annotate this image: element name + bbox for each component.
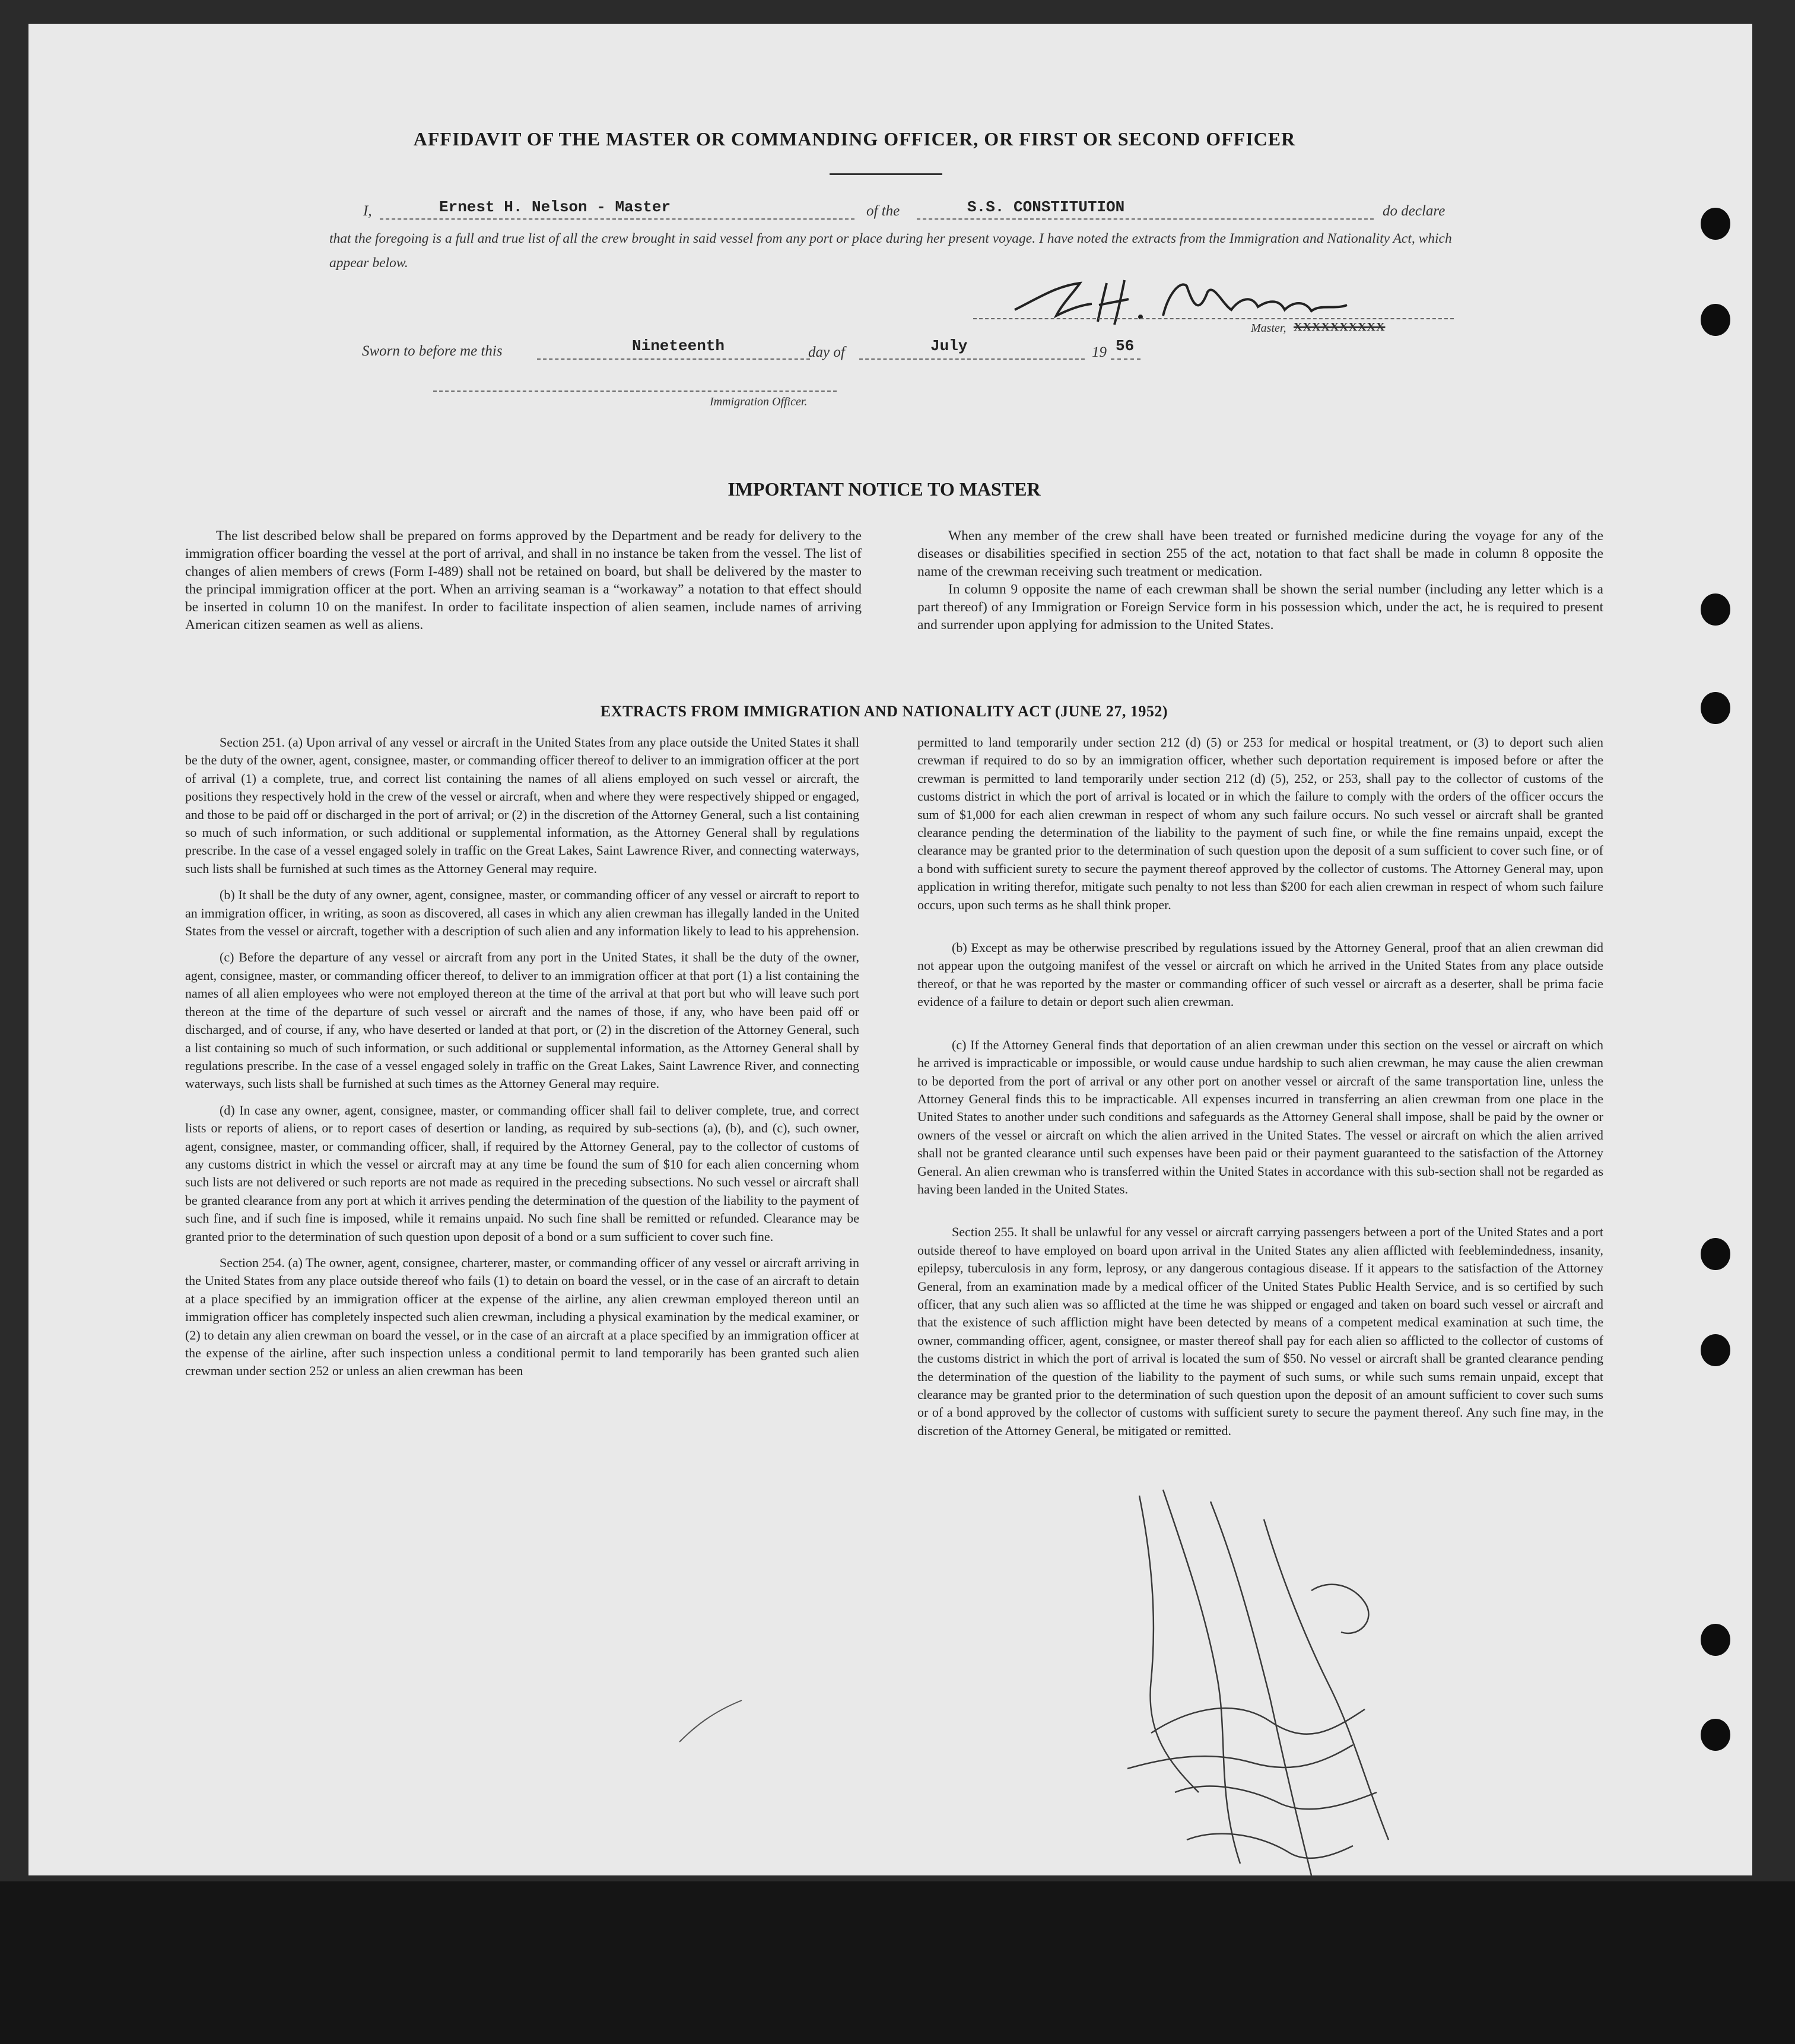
binder-hole	[1701, 1624, 1730, 1656]
of-the-label: of the	[866, 203, 900, 219]
year-line	[1111, 358, 1140, 360]
master-label: Master,	[1251, 322, 1286, 335]
section-254-c: (c) If the Attorney General finds that deportation of an alien crewman under this section on the vessel or aircraft on which he arrived is impracticable or impossible, or would cause undue hardship to such alien crewman, he may cause the alien crewman to be deported from the port of arrival or any other port on another vessel or aircraft of the same transportation line, unless the Attorney General finds this to be impracticable. All expenses incurred in transferring an alien crewman from one place in the United States to another under such conditions and safeguards as the Attorney General shall impose, shall be paid by the owner or owners of the vessel or aircraft on which the alien arrived in the United States. The vessel or aircraft on which the alien arrived shall not be granted clearance until such expenses have been paid or their payment guaranteed to the satisfaction of the Attorney General. An alien crewman who is transferred within the United States in accordance with this sub-section shall not be regarded as having been landed in the United States.	[917, 1037, 1603, 1196]
section-254-a: Section 254. (a) The owner, agent, consignee, charterer, master, or commanding officer of any vessel or aircraft arriving in the United States from any place outside thereof who fails (1) to detain on board the vessel, or in the case of an aircraft to detain at a place specified by an immigration officer at the expense of the airline, any alien crewman employed thereon until an immigration officer has completely inspected such alien crewman, including a physical examination by the medical examiner, or (2) to detain any alien crewman on board the vessel, or in the case of an aircraft at a place specified by an immigration officer at the expense of the airline, after such inspection unless a conditional permit to land temporarily has been granted such alien crewman under section 252 or unless an alien crewman has been	[185, 1255, 859, 1379]
binder-hole	[1701, 692, 1730, 724]
extracts-left-column	[185, 734, 859, 1380]
binder-hole	[1701, 593, 1730, 626]
sworn-month-line	[859, 358, 1085, 360]
notice-right-column	[917, 527, 1603, 634]
binder-hole	[1701, 304, 1730, 336]
sworn-label: Sworn to before me this	[362, 343, 503, 359]
year-suffix: 56	[1116, 337, 1135, 355]
do-declare-label: do declare	[1383, 203, 1445, 219]
section-254-a-continued: permitted to land temporarily under section 212 (d) (5) or 253 for medical or hospital treatment, or (3) to deport such alien crewman if required to do so by an immigration officer, whether such deportation requirement is imposed before or after the crewman is permitted to land temporarily under section 212 (d) (5), 252, or 253, shall pay to the collector of customs of the customs district in which the port of arrival is located or in which the failure to comply with the orders of the officer occurs the sum of $1,000 for each alien crewman in respect of whom any such failure occurs. No such vessel or aircraft shall be granted clearance pending the determination of the liability to the payment of such fine, or while the fine remains unpaid, except the clearance may be granted prior to the determination of such question upon the deposit of a sum sufficient to cover such fine, or of a bond with sufficient surety to secure the payment thereof approved by the collector of customs. The Attorney General may, upon application in writing therefor, mitigate such penalty to not less than $200 for each alien crewman in respect of whom such failure occurs, upon such terms as he shall think proper.	[917, 735, 1603, 912]
extracts-right-column	[917, 734, 1603, 1448]
section-254-b: (b) Except as may be otherwise prescribed by regulations issued by the Attorney General, proof that an alien crewman did not appear upon the outgoing manifest of the vessel or aircraft on which he arrived in the United States from any place outside thereof, or that he was reported by the master or commanding officer of such vessel or aircraft as a deserter, shall be prima facie evidence of a failure to detain or deport such alien crewman.	[917, 940, 1603, 1010]
notice-title: IMPORTANT NOTICE TO MASTER	[727, 478, 1041, 500]
section-251-a: Section 251. (a) Upon arrival of any vessel or aircraft in the United States from any place outside the United States it shall be the duty of the owner, agent, consignee, master, or commanding officer thereof to deliver to an immigration officer at the port of arrival (1) a complete, true, and correct list containing the names of all aliens employed on such vessel or aircraft, the positions they respectively hold in the crew of the vessel or aircraft, when and where they were respectively shipped or engaged, and those to be paid off or discharged in the port of arrival; or (2) in the discretion of the Attorney General, such a list containing so much of such information, or such additional or supplemental information, as the Attorney General shall by regulations prescribe. In the case of a vessel engaged solely in traffic on the Great Lakes, Saint Lawrence River, and connecting waterways, such lists shall be furnished at such times as the Attorney General may require.	[185, 735, 859, 876]
declarant-name: Ernest H. Nelson - Master	[439, 198, 671, 216]
notice-right-paragraph-1: When any member of the crew shall have been treated or furnished medicine during the voyage for any of the diseases or disabilities specified in section 255 of the act, notation to that fact shall be made in column 8 opposite the name of the crewman receiving such treatment or medication.	[917, 528, 1603, 579]
struck-title-text: XXXXXXXXXX	[1294, 320, 1386, 334]
master-signature	[1003, 268, 1454, 339]
vessel-line	[917, 218, 1374, 220]
pen-scribble-marks	[1116, 1484, 1483, 1887]
notice-left-column	[185, 527, 862, 634]
officer-label: Immigration Officer.	[710, 395, 808, 408]
vessel-name: S.S. CONSTITUTION	[967, 198, 1125, 216]
section-251-b: (b) It shall be the duty of any owner, agent, consignee, master, or commanding officer of any vessel or aircraft to report to an immigration officer, in writing, as soon as discovered, all cases in which any alien crewman has illegally landed in the United States from the vessel or aircraft, together with a description of such alien and any information likely to lead to his apprehension.	[185, 887, 859, 939]
section-251-d: (d) In case any owner, agent, consignee, master, or commanding officer shall fail to deliver complete, true, and correct lists or reports of aliens, or to report cases of desertion or landing, as required by sub-sections (a), (b), and (c), such owner, agent, consignee, master, or commanding officer, shall, if required by the Attorney General, pay to the collector of customs of any customs district in which the vessel or aircraft may at any time be found the sum of $10 for each alien concerning whom such lists are not delivered or such reports are not made as required in the preceding subsections. No such vessel or aircraft shall be granted clearance from any port at which it arrives pending the determination of the question of the liability to the payment of such fine, and if such fine is imposed, while it remains unpaid. No such fine shall be remitted or refunded. Clearance may be granted prior to the determination of such question upon deposit of a bond or a sum sufficient to cover such fine.	[185, 1102, 859, 1244]
declarant-line	[380, 218, 854, 220]
binder-hole	[1701, 1238, 1730, 1270]
section-255: Section 255. It shall be unlawful for any vessel or aircraft carrying passengers between a port of the United States and a port outside thereof to have employed on board upon arrival in the United States any alien afflicted with feeblemindedness, insanity, epilepsy, tuberculosis in any form, leprosy, or any dangerous contagious disease. If it appears to the satisfaction of the Attorney General, from an examination made by a medical officer of the United States Public Health Service, and is so certified by such officer, that any such alien was so afflicted at the time he was shipped or engaged and taken on board such vessel or aircraft and that the existence of such affliction might have been detected by means of a competent medical examination at such time, the owner, commanding officer, agent, consignee, or master thereof shall pay for each alien so afflicted to the collector of customs of the customs district in which the port of arrival is located the sum of $50. No vessel or aircraft shall be granted clearance pending the determination of the question of the liability to the payment of such sums, or while such sums remain unpaid, except that clearance may be granted prior to the determination of such question upon the deposit of an amount sufficient to cover such sums or of a bond approved by the collector of customs with sufficient surety to secure the payment thereof. Any such fine may, in the discretion of the Attorney General, be mitigated or remitted.	[917, 1224, 1603, 1438]
officer-line	[433, 391, 837, 392]
sworn-day-line	[537, 358, 810, 360]
title-divider	[830, 173, 942, 175]
notice-left-paragraph: The list described below shall be prepared on forms approved by the Department and be ready for delivery to the immigration officer boarding the vessel at the port of arrival, and shall in no instance be taken from the vessel. The list of changes of alien members of crews (Form I-489) shall not be retained on board, but shall be delivered by the master to the principal immigration officer at the port. When an arriving seaman is a “workaway” a notation to that effect should be inserted in column 10 on the manifest. In order to facilitate inspection of alien seamen, include names of arriving American citizen seamen as well as aliens.	[185, 528, 862, 633]
sworn-month: July	[930, 337, 968, 355]
binder-hole	[1701, 1334, 1730, 1366]
declarant-prefix: I,	[363, 203, 372, 219]
affidavit-title: AFFIDAVIT OF THE MASTER OR COMMANDING OFFICER, OR FIRST OR SECOND OFFICER	[413, 128, 1296, 150]
binder-hole	[1701, 1719, 1730, 1751]
year-prefix: 19	[1092, 344, 1107, 360]
binder-hole	[1701, 208, 1730, 240]
extracts-title: EXTRACTS FROM IMMIGRATION AND NATIONALITY ACT (JUNE 27, 1952)	[600, 703, 1168, 720]
day-of-label: day of	[808, 344, 845, 360]
declaration-text: that the foregoing is a full and true list of all the crew brought in said vessel from any port or place during her present voyage. I have noted the extracts from the Immigration and Nationality Act, which appear below.	[329, 231, 1452, 271]
signature-line	[973, 318, 1454, 319]
pen-stroke-mark	[676, 1697, 748, 1745]
notice-right-paragraph-2: In column 9 opposite the name of each crewman shall be shown the serial number (including any letter which is a part thereof) of any Immigration or Foreign Service form in his possession which, under the act, he is required to present and surrender upon applying for admission to the United States.	[917, 582, 1603, 633]
scan-border	[0, 1881, 1795, 2044]
sworn-day: Nineteenth	[632, 337, 725, 355]
section-251-c: (c) Before the departure of any vessel or aircraft from any port in the United States, it shall be the duty of the owner, agent, consignee, master, or commanding officer thereof, to deliver to an immigration officer at that port (1) a list containing the names of all alien employees who were not employed thereon at the time of the arrival at that port but who will leave such port thereon at the time of the departure of such vessel or aircraft and the names of those, if any, who have been paid off or discharged, and of course, if any, who have deserted or landed at that port, or (2) in the discretion of the Attorney General, such a list containing so much of such information, or such additional or supplemental information, as the Attorney General shall by regulations prescribe. In the case of a vessel engaged solely in traffic on the Great Lakes, Saint Lawrence River, and connecting waterways, such lists shall be furnished at such times as the Attorney General may require.	[185, 950, 859, 1091]
